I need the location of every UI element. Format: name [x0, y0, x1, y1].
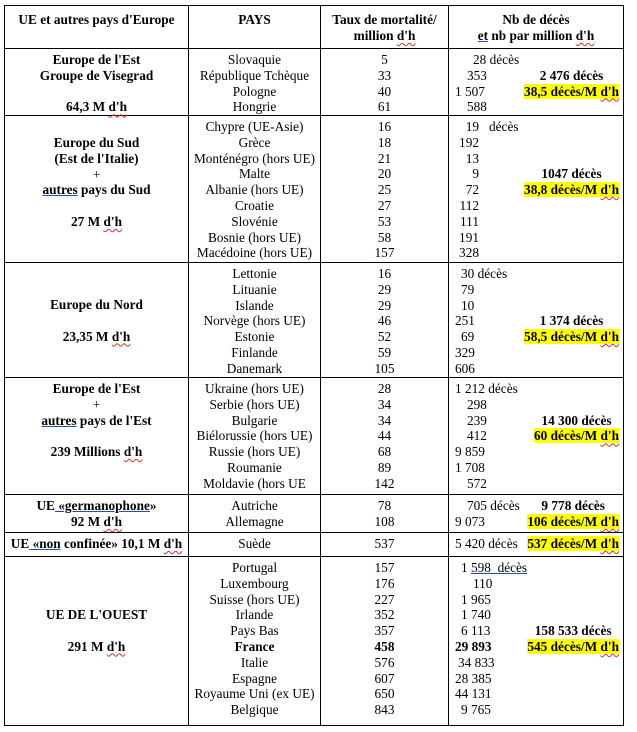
- country-name: Roumanie: [227, 459, 282, 475]
- death-count-value: 9 765: [461, 702, 491, 718]
- mortality-rate: 20: [377, 166, 392, 182]
- group-row-south: [5, 116, 623, 263]
- group-population: [5, 514, 188, 530]
- mortality-rate: 58: [377, 229, 392, 245]
- country-name: Suisse (hors UE): [209, 591, 300, 607]
- group-name-text: UE: [36, 498, 55, 513]
- mortality-rate: 29: [377, 281, 392, 297]
- group-cell: [5, 495, 189, 532]
- death-count-value: 1 740: [461, 607, 491, 623]
- death-count-value: 239: [467, 412, 487, 428]
- group-summary: [527, 623, 619, 655]
- death-count: [455, 52, 519, 68]
- death-count-value: 1 708: [455, 459, 485, 475]
- group-cell: [5, 116, 189, 262]
- death-count: [455, 84, 519, 100]
- mortality-rate: 227: [374, 591, 395, 607]
- group-name: [5, 498, 188, 530]
- rates-cell: [321, 557, 449, 725]
- death-count: [455, 514, 520, 530]
- death-count: [455, 623, 527, 639]
- total-deaths: 1 374 décès: [539, 313, 604, 329]
- total-deaths: 1047 décès: [541, 166, 602, 182]
- population-value: 27 M: [71, 213, 104, 229]
- group-name: [5, 52, 188, 115]
- country-name: Islande: [235, 297, 274, 313]
- header-cell-deaths: [449, 6, 623, 48]
- mortality-rate-highlighted: 458: [374, 638, 395, 654]
- population-unit: d'h: [163, 536, 183, 551]
- country-name: Espagne: [231, 670, 278, 686]
- rates-cell: [321, 533, 449, 556]
- mortality-rate: 357: [374, 623, 395, 639]
- death-count: [455, 460, 518, 476]
- mortality-rate: 28: [377, 381, 392, 396]
- group-name: [5, 297, 188, 344]
- mortality-rate: 46: [377, 313, 392, 329]
- country-name: République Tchèque: [199, 67, 310, 83]
- deaths-per-million: [527, 536, 619, 552]
- country-name: Chypre (UE-Asie): [205, 119, 304, 134]
- country-name: Royaume Uni (ex UE): [194, 686, 315, 702]
- country-name: Monténégro (hors UE): [193, 150, 316, 166]
- group-name: [5, 381, 188, 460]
- group-population: [5, 639, 188, 655]
- country-name: Danemark: [226, 360, 283, 376]
- header-deaths-text: nb par million: [488, 27, 576, 43]
- mortality-rate: 44: [377, 428, 392, 444]
- death-count-value: 705 décès: [467, 498, 520, 513]
- header-rate-text: million: [353, 27, 397, 43]
- mortality-rate: 108: [374, 513, 395, 529]
- deaths-cell: [449, 495, 623, 532]
- group-name-underlined: «non: [29, 536, 61, 551]
- group-name-underlined: autres: [42, 182, 78, 198]
- mortality-rate: 352: [374, 607, 395, 623]
- mortality-rate: 34: [377, 396, 392, 412]
- death-count-value: 1 212 décès: [455, 381, 518, 396]
- per-million-unit: d'h: [600, 83, 619, 99]
- per-million-unit: d'h: [600, 638, 619, 654]
- deaths-per-million: [524, 84, 619, 100]
- group-name-text: »: [149, 498, 157, 513]
- death-count-value: 353: [467, 67, 487, 83]
- country-name: Russie (hors UE): [208, 444, 301, 460]
- group-name-text: confinée» 10,1 M: [60, 536, 164, 551]
- death-count-value: 328: [459, 245, 479, 261]
- group-name-line: [5, 413, 188, 429]
- country-name: Grèce: [238, 134, 271, 150]
- death-count: [455, 230, 519, 246]
- per-million-value: 58,5 décès/M: [524, 329, 601, 345]
- country-name: Estonie: [234, 329, 275, 345]
- group-summary: [524, 68, 619, 100]
- mortality-rate: 607: [374, 670, 395, 686]
- death-count: [455, 592, 527, 608]
- population-value: 64,3 M: [66, 99, 109, 115]
- country-name: Lituanie: [232, 281, 277, 297]
- group-cell: [5, 49, 189, 115]
- per-million-value: 545 décès/M: [527, 638, 601, 654]
- death-count-value: 1 965: [461, 591, 491, 607]
- country-name: Luxembourg: [220, 575, 289, 591]
- group-population: [5, 214, 188, 230]
- group-name-underlined: autres: [41, 412, 77, 428]
- header-cell-region: [5, 6, 189, 48]
- total-deaths: 2 476 décès: [539, 67, 604, 83]
- group-summary: [527, 536, 619, 552]
- country-name: Lettonie: [232, 266, 277, 281]
- group-population: [5, 444, 188, 460]
- mortality-rate: 843: [374, 702, 395, 718]
- group-population: [5, 99, 188, 115]
- group-name-line: (Est de l'Italie): [54, 150, 139, 166]
- header-region: UE et autres pays d'Europe: [18, 12, 175, 27]
- death-count-value: 572: [467, 475, 487, 491]
- mortality-rate: 21: [377, 150, 392, 166]
- country-name-highlighted: France: [234, 638, 275, 654]
- death-count-value: 251: [455, 313, 475, 329]
- death-count-value: 1 507: [455, 83, 485, 99]
- mortality-rate: 16: [377, 119, 392, 134]
- group-name-plus: +: [92, 166, 101, 182]
- header-deaths-et: et: [477, 27, 489, 43]
- death-count: [455, 214, 519, 230]
- country-name: Albanie (hors UE): [205, 182, 304, 198]
- per-million-value: 106 décès/M: [527, 513, 601, 529]
- death-count: [455, 245, 519, 261]
- deaths-per-million: [524, 329, 619, 345]
- death-count: [455, 166, 519, 182]
- mortality-rate: 33: [377, 67, 392, 83]
- country-name: Pologne: [232, 83, 277, 99]
- death-count-value: 79: [461, 281, 475, 297]
- death-count: [455, 119, 519, 135]
- group-name-line: [5, 182, 188, 198]
- mortality-rate: 53: [377, 213, 392, 229]
- deaths-per-million: [534, 428, 619, 444]
- group-row-sweden: [5, 533, 623, 557]
- country-name: Bulgarie: [231, 412, 278, 428]
- death-count: [455, 476, 518, 492]
- group-row-west: [5, 557, 623, 725]
- deaths-per-million: [527, 514, 619, 530]
- death-count: [455, 182, 519, 198]
- header-rate-line2: [321, 28, 448, 44]
- mortality-rate: 34: [377, 412, 392, 428]
- death-count-value: 28 385: [455, 670, 492, 686]
- group-name-line: Europe de l'Est: [52, 381, 141, 396]
- death-count-value: 69: [461, 329, 475, 345]
- population-value: 291 M: [67, 638, 107, 654]
- country-name: Irlande: [235, 607, 274, 623]
- group-name-plus: +: [92, 396, 101, 412]
- death-count: [455, 702, 527, 718]
- death-count: [455, 151, 519, 167]
- per-million-value: 38,5 décès/M: [524, 83, 601, 99]
- country-name: Belgique: [230, 702, 279, 718]
- country-name: Norvège (hors UE): [203, 313, 306, 329]
- header-row: [5, 6, 623, 49]
- group-name-line: Europe du Sud: [53, 135, 140, 150]
- death-count-value: 6 113: [461, 623, 491, 639]
- mortality-table: [4, 5, 624, 726]
- deaths-cell: [449, 533, 623, 556]
- country-name: Pays Bas: [230, 623, 279, 639]
- death-count-highlighted: [455, 639, 527, 655]
- rates-cell: [321, 49, 449, 115]
- country-name: Slovénie: [231, 213, 278, 229]
- mortality-rate: 142: [374, 475, 395, 491]
- death-count: [455, 298, 507, 314]
- country-name: Autriche: [231, 498, 278, 513]
- death-count: [455, 655, 527, 671]
- rates-cell: [321, 263, 449, 377]
- mortality-rate: 52: [377, 329, 392, 345]
- per-million-value: 537 décès/M: [527, 536, 601, 551]
- population-unit: d'h: [106, 638, 126, 654]
- total-deaths: 158 533 décès: [534, 623, 612, 639]
- deaths-cell: [449, 116, 623, 262]
- death-count-value: 606: [455, 360, 475, 376]
- group-row-visegrad: [5, 49, 623, 116]
- death-count: [455, 536, 518, 552]
- mortality-rate: 18: [377, 134, 392, 150]
- death-count-value: 19: [465, 119, 479, 134]
- group-summary: [524, 166, 619, 198]
- per-million-unit: d'h: [600, 182, 619, 198]
- death-count-value: 30 décès: [461, 266, 508, 281]
- mortality-rate: 89: [377, 459, 392, 475]
- death-count: [455, 361, 507, 377]
- header-rate-unit: d'h: [396, 27, 416, 43]
- mortality-rate: 157: [374, 245, 395, 261]
- group-summary: [527, 498, 619, 530]
- countries-cell: [189, 378, 321, 494]
- group-name-line: UE DE L'OUEST: [45, 607, 148, 622]
- rates-cell: [321, 116, 449, 262]
- death-count-value: 192: [459, 134, 479, 150]
- country-name: Serbie (hors UE): [209, 396, 300, 412]
- deaths-cell: [449, 378, 623, 494]
- death-count-value: 9 073: [455, 513, 485, 529]
- mortality-rate: 650: [374, 686, 395, 702]
- death-count: [455, 498, 520, 514]
- death-count: [455, 576, 527, 592]
- rates-cell: [321, 378, 449, 494]
- group-name-line: Groupe de Visegrad: [39, 67, 154, 83]
- death-count: [455, 560, 527, 576]
- death-count-value: 110: [473, 575, 493, 591]
- death-count-value: 72: [465, 182, 479, 198]
- population-unit: d'h: [103, 213, 122, 229]
- group-cell: [5, 533, 189, 556]
- death-count: [455, 313, 507, 329]
- death-count-value: 9: [472, 166, 479, 182]
- countries-cell: [189, 495, 321, 532]
- group-name-line: [5, 498, 188, 514]
- death-count: [455, 428, 518, 444]
- population-unit: d'h: [108, 99, 127, 115]
- mortality-rate: 61: [377, 99, 392, 115]
- country-name: Croatie: [234, 197, 275, 213]
- death-count: [455, 671, 527, 687]
- group-name: [5, 607, 188, 654]
- group-summary: [534, 413, 619, 445]
- death-count: [455, 329, 507, 345]
- country-name: Malte: [238, 166, 270, 182]
- group-name-line: [5, 536, 188, 552]
- death-count-value: 34 833: [458, 654, 495, 670]
- group-name: [5, 135, 188, 230]
- per-million-unit: d'h: [600, 513, 619, 529]
- population-value: 23,35 M: [62, 328, 112, 344]
- death-count: [455, 397, 518, 413]
- per-million-unit: d'h: [600, 536, 619, 551]
- deaths-per-million: [527, 639, 619, 655]
- country-name: Italie: [240, 654, 269, 670]
- mortality-rate: 176: [374, 575, 395, 591]
- country-name: Finlande: [231, 344, 278, 360]
- country-name: Portugal: [231, 560, 278, 575]
- per-million-unit: d'h: [600, 428, 619, 444]
- group-name-text: pays du Sud: [77, 182, 151, 198]
- death-count: [455, 686, 527, 702]
- death-count: [455, 607, 527, 623]
- country-name: Hongrie: [232, 99, 277, 115]
- country-name: Bosnie (hors UE): [207, 229, 302, 245]
- group-name-text: pays de l'Est: [76, 412, 152, 428]
- country-name: Moldavie (hors UE: [203, 475, 306, 491]
- death-count-value: 111: [460, 213, 479, 229]
- header-rate-line1: Taux de mortalité/: [332, 12, 437, 27]
- death-count: [455, 282, 507, 298]
- population-unit: d'h: [111, 328, 131, 344]
- mortality-rate: 25: [377, 182, 392, 198]
- per-million-value: 38,8 décès/M: [524, 182, 601, 198]
- countries-cell: [189, 263, 321, 377]
- death-count-value: 588: [467, 99, 487, 115]
- death-count: [455, 68, 519, 84]
- death-count: [455, 135, 519, 151]
- group-cell: [5, 557, 189, 725]
- death-count-value: 29 893: [455, 638, 492, 654]
- death-count-value: 412: [467, 428, 487, 444]
- group-cell: [5, 378, 189, 494]
- death-count-value: 10: [461, 297, 475, 313]
- group-row-german: [5, 495, 623, 533]
- mortality-rate: 29: [377, 297, 392, 313]
- death-count-value: 44 131: [455, 686, 492, 702]
- header-cell-rate: [321, 6, 449, 48]
- mortality-rate: 59: [377, 344, 392, 360]
- death-count: [455, 381, 518, 397]
- death-count: [455, 198, 519, 214]
- death-count-value: 191: [459, 229, 479, 245]
- deaths-cell: [449, 557, 623, 725]
- death-count: [455, 413, 518, 429]
- mortality-rate: 5: [381, 52, 388, 67]
- header-deaths-line1: Nb de décès: [502, 12, 570, 27]
- mortality-rate: 16: [377, 266, 392, 281]
- mortality-rate: 40: [377, 83, 392, 99]
- group-name-underlined: «germanophone: [54, 498, 150, 513]
- death-count-value: 5 420 décès: [455, 536, 518, 551]
- death-count-suffix: décès: [489, 119, 519, 134]
- countries-cell: [189, 49, 321, 115]
- death-count-value: 1: [461, 560, 471, 575]
- mortality-rate: 537: [374, 536, 395, 551]
- death-count-value: 598 décès: [470, 560, 528, 575]
- death-count: [455, 345, 507, 361]
- header-country: PAYS: [238, 12, 271, 27]
- country-name: Macédoine (hors UE): [196, 245, 313, 261]
- death-count: [455, 444, 518, 460]
- group-row-east: [5, 378, 623, 495]
- death-count-value: 9 859: [455, 444, 485, 460]
- mortality-rate: 68: [377, 444, 392, 460]
- country-name: Biélorussie (hors UE): [196, 428, 313, 444]
- group-name-line: Europe de l'Est: [52, 52, 141, 67]
- death-count-value: 329: [455, 344, 475, 360]
- header-deaths-unit: d'h: [575, 27, 595, 43]
- death-count-value: 112: [459, 197, 479, 213]
- death-count: [455, 266, 507, 282]
- death-count-value: 28 décès: [473, 52, 520, 67]
- deaths-cell: [449, 263, 623, 377]
- countries-cell: [189, 557, 321, 725]
- country-name: Allemagne: [225, 513, 284, 529]
- total-deaths: 9 778 décès: [541, 498, 605, 513]
- population-value: 239 Millions: [50, 444, 124, 460]
- per-million-value: 60 décès/M: [534, 428, 601, 444]
- group-row-north: [5, 263, 623, 378]
- countries-cell: [189, 533, 321, 556]
- deaths-per-million: [524, 182, 619, 198]
- country-name: Slovaquie: [227, 52, 282, 67]
- death-count-value: 298: [467, 396, 487, 412]
- death-count: [455, 99, 519, 115]
- header-cell-country: [189, 6, 321, 48]
- mortality-rate: 157: [374, 560, 395, 575]
- header-deaths-line2: [449, 28, 623, 44]
- total-deaths: 14 300 décès: [541, 412, 612, 428]
- rates-cell: [321, 495, 449, 532]
- mortality-rate: 27: [377, 197, 392, 213]
- group-summary: [524, 313, 619, 345]
- country-name: Suède: [238, 536, 271, 551]
- group-name-text: UE: [10, 536, 30, 551]
- death-count-value: 13: [465, 150, 479, 166]
- mortality-rate: 105: [374, 360, 395, 376]
- group-cell: [5, 263, 189, 377]
- population-unit: d'h: [103, 513, 122, 529]
- group-name-line: Europe du Nord: [50, 297, 143, 312]
- country-name: Ukraine (hors UE): [205, 381, 304, 396]
- mortality-rate: 78: [377, 498, 392, 513]
- countries-cell: [189, 116, 321, 262]
- group-name: [5, 536, 188, 552]
- population-value: 92 M: [71, 513, 104, 529]
- per-million-unit: d'h: [600, 329, 619, 345]
- population-unit: d'h: [123, 444, 143, 460]
- group-population: [5, 329, 188, 345]
- deaths-cell: [449, 49, 623, 115]
- mortality-rate: 576: [374, 654, 395, 670]
